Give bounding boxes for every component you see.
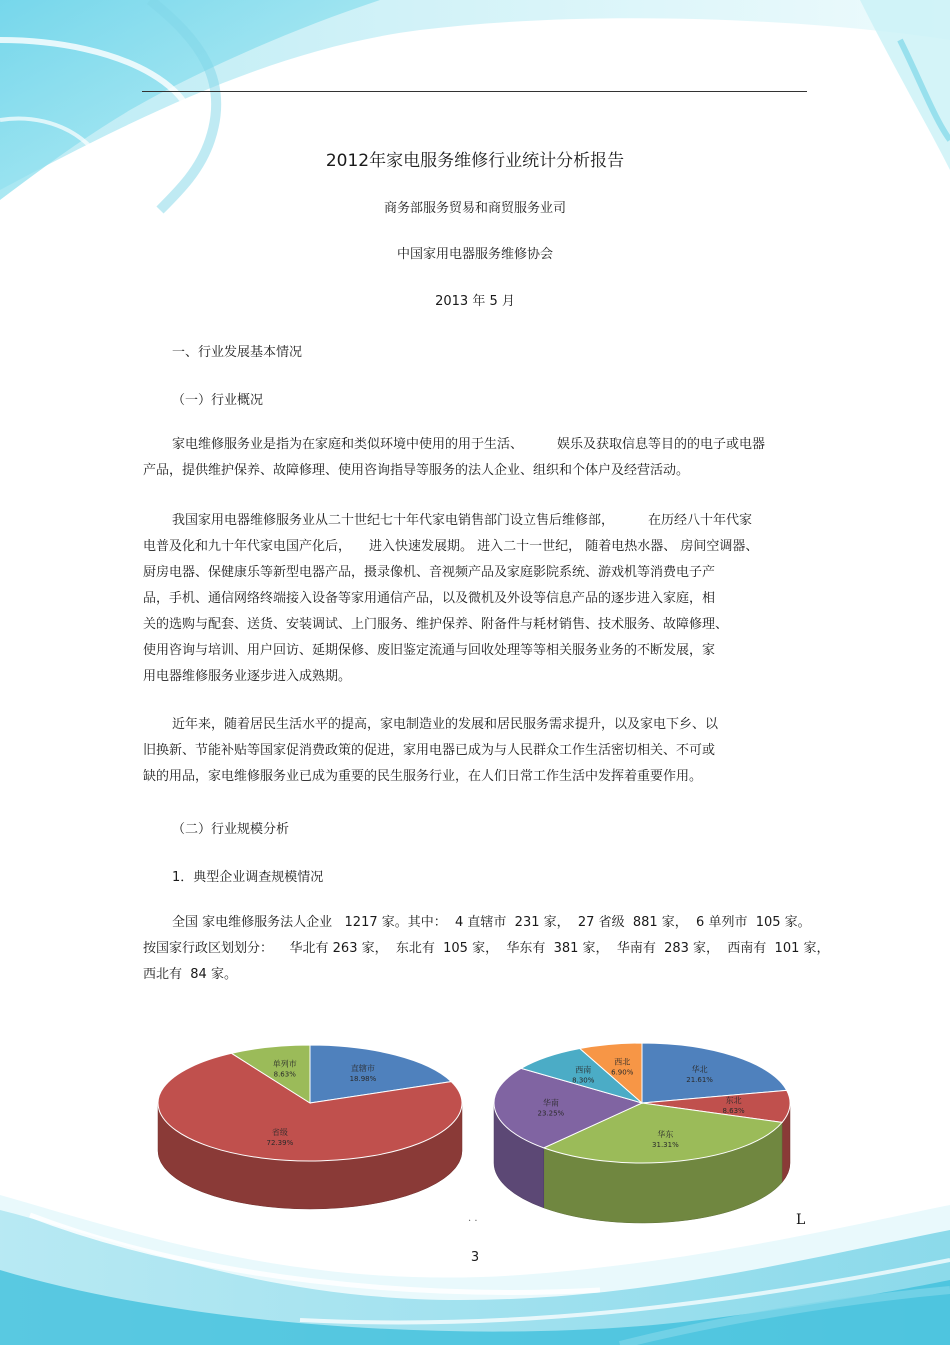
subsection-heading-overview: （一）行业概况 xyxy=(172,393,264,408)
text-line: 缺的用品，家电维修服务业已成为重要的民生服务行业，在人们日常工作生活中发挥着重要作用。 xyxy=(143,769,703,784)
slice-value: 18.98% xyxy=(349,1075,377,1084)
text-line: 厨房电器、保健康乐等新型电器产品，摄录像机、音视频产品及家庭影院系统、游戏机等消费电子产 xyxy=(143,565,716,580)
issuing-organization-1: 商务部服务贸易和商贸服务业司 xyxy=(383,201,566,216)
document-title: 2012年家电服务维修行业统计分析报告 xyxy=(325,151,625,171)
text-fragment: 娱乐及获取信息等目的的电子或电器 xyxy=(557,437,766,452)
slice-label: 省级 xyxy=(271,1128,288,1138)
text-line: 使用咨询与培训、用户回访、延期保修、废旧鉴定流通与回收处理等等相关服务业务的不断发展，家 xyxy=(143,643,716,658)
section-heading-1: 一、行业发展基本情况 xyxy=(172,345,303,360)
text-line xyxy=(143,508,808,534)
slice-value: 21.61% xyxy=(686,1076,713,1085)
subsection-heading-survey: 1．典型企业调查规模情况 xyxy=(172,870,324,885)
issuing-organization-2: 中国家用电器服务维修协会 xyxy=(396,247,553,262)
header-rule xyxy=(142,91,807,92)
slice-label: 华北 xyxy=(691,1065,708,1075)
text-fragment: 在历经八十年代家 xyxy=(648,513,753,528)
slice-value: 6.90% xyxy=(611,1068,634,1077)
slice-value: 8.63% xyxy=(722,1107,745,1116)
scan-artifact-dots: · · xyxy=(468,1216,478,1227)
slice-label: 华东 xyxy=(657,1129,674,1139)
text-line: 关的选购与配套、送货、安装调试、上门服务、维护保养、附备件与耗材销售、技术服务、故障修理、 xyxy=(143,617,729,632)
text-line: 西北有 84 家。 xyxy=(143,967,237,982)
slice-label: 东北 xyxy=(725,1096,742,1106)
text-line: 用电器维修服务业逐步进入成熟期。 xyxy=(143,669,352,684)
slice-label: 直辖市 xyxy=(350,1064,375,1074)
text-line xyxy=(143,432,808,458)
text-fragment: 我国家用电器维修服务业从二十世纪七十年代家电销售部门设立售后维修部， xyxy=(172,513,615,528)
text-line: 品，手机、通信网络终端接入设备等家用通信产品，以及微机及外设等信息产品的逐步进入家庭，相 xyxy=(143,591,716,606)
slice-value: 23.25% xyxy=(537,1109,565,1118)
slice-label: 单列市 xyxy=(272,1059,297,1069)
slice-value: 8.30% xyxy=(572,1076,595,1085)
slice-value: 31.31% xyxy=(652,1140,679,1149)
paragraph-history xyxy=(143,508,808,690)
slice-value: 72.39% xyxy=(266,1139,294,1148)
slice-label: 西南 xyxy=(575,1065,592,1075)
text-line: 旧换新、节能补贴等国家促消费政策的促进，家用电器已成为与人民群众工作生活密切相关、不可或 xyxy=(143,743,716,758)
text-fragment: 电普及化和九十年代家电国产化后， xyxy=(143,539,352,554)
slice-value: 8.63% xyxy=(273,1070,296,1079)
text-fragment: 进入快速发展期。 进入二十一世纪， 随着电热水器、 房间空调器、 xyxy=(369,539,759,554)
paragraph-recent xyxy=(143,712,808,790)
document-date: 2013 年 5 月 xyxy=(435,294,515,309)
slice-label: 西北 xyxy=(614,1057,631,1067)
subsection-heading-scale: （二）行业规模分析 xyxy=(172,822,290,837)
paragraph-enterprise-count xyxy=(143,910,830,988)
text-line: 全国 家电维修服务法人企业 1217 家。其中： 4 直辖市 231 家， 27 省级 881 家， 6 单列市 105 家。 xyxy=(172,915,811,930)
text-fragment: 家电维修服务业是指为在家庭和类似环境中使用的用于生活、 xyxy=(172,437,524,452)
paragraph-overview xyxy=(143,432,808,484)
pie-chart-2 xyxy=(494,1043,790,1223)
text-line: 近年来，随着居民生活水平的提高，家电制造业的发展和居民服务需求提升，以及家电下乡、以 xyxy=(172,717,719,732)
scan-artifact-letter: L xyxy=(796,1212,806,1228)
slice-label: 华南 xyxy=(542,1098,559,1108)
text-line: 产品，提供维护保养、故障修理、使用咨询指导等服务的法人企业、组织和个体户及经营活动。 xyxy=(143,463,690,478)
pie-charts xyxy=(150,1035,810,1235)
page-number: 3 xyxy=(470,1250,480,1265)
pie-chart-1 xyxy=(158,1045,462,1209)
text-line: 按国家行政区划划分： 华北有 263 家， 东北有 105 家， 华东有 381 家， 华南有 283 家， 西南有 101 家， xyxy=(143,941,830,956)
text-line xyxy=(143,534,808,560)
